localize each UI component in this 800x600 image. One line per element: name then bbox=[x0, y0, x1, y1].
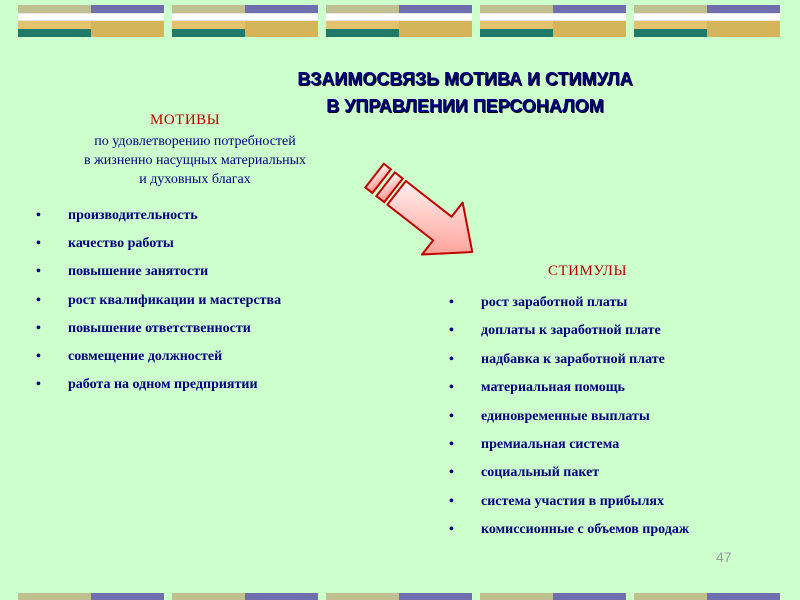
top-decor-band bbox=[0, 5, 800, 37]
motives-heading: МОТИВЫ bbox=[150, 112, 221, 128]
decor-tile bbox=[326, 593, 472, 600]
decor-tile bbox=[480, 5, 626, 37]
motives-description-line: и духовных благах bbox=[139, 172, 251, 187]
stimulus-item: • социальный пакет bbox=[449, 464, 789, 492]
motive-item: • повышение ответственности bbox=[36, 320, 396, 348]
decor-tile bbox=[172, 5, 318, 37]
motives-description-line: в жизненно насущных материальных bbox=[84, 153, 306, 168]
arrow-down-right-icon bbox=[355, 160, 495, 270]
decor-tile bbox=[634, 5, 780, 37]
motive-item: • производительность bbox=[36, 207, 396, 235]
bottom-decor-band bbox=[0, 593, 800, 600]
motive-item: • качество работы bbox=[36, 235, 396, 263]
decor-tile bbox=[480, 593, 626, 600]
stimulus-item: • доплаты к заработной плате bbox=[449, 322, 789, 350]
stimulus-item: • единовременные выплаты bbox=[449, 408, 789, 436]
motive-item: • работа на одном предприятии bbox=[36, 376, 396, 404]
decor-tile bbox=[634, 593, 780, 600]
motive-item: • совмещение должностей bbox=[36, 348, 396, 376]
stimulus-item: • материальная помощь bbox=[449, 379, 789, 407]
decor-tile bbox=[326, 5, 472, 37]
motives-description bbox=[30, 132, 360, 189]
decor-tile bbox=[18, 593, 164, 600]
motive-item: • повышение занятости bbox=[36, 263, 396, 291]
decor-tile bbox=[172, 593, 318, 600]
page-number: 47 bbox=[716, 549, 732, 565]
slide-title-line-2: В УПРАВЛЕНИИ ПЕРСОНАЛОМ bbox=[326, 96, 604, 116]
stimulus-item: • комиссионные с объемов продаж bbox=[449, 521, 789, 549]
stimulus-item: • рост заработной платы bbox=[449, 294, 789, 322]
stimuli-heading: СТИМУЛЫ bbox=[548, 263, 628, 279]
stimulus-item: • система участия в прибылях bbox=[449, 493, 789, 521]
motives-list bbox=[36, 207, 396, 404]
slide-title-line-1: ВЗАИМОСВЯЗЬ МОТИВА И СТИМУЛА bbox=[297, 69, 633, 89]
motive-item: • рост квалификации и мастерства bbox=[36, 292, 396, 320]
stimulus-item: • надбавка к заработной плате bbox=[449, 351, 789, 379]
stimuli-list bbox=[449, 294, 789, 550]
slide-title bbox=[215, 66, 715, 120]
stimulus-item: • премиальная система bbox=[449, 436, 789, 464]
decor-tile bbox=[18, 5, 164, 37]
motives-description-line: по удовлетворению потребностей bbox=[94, 134, 296, 149]
